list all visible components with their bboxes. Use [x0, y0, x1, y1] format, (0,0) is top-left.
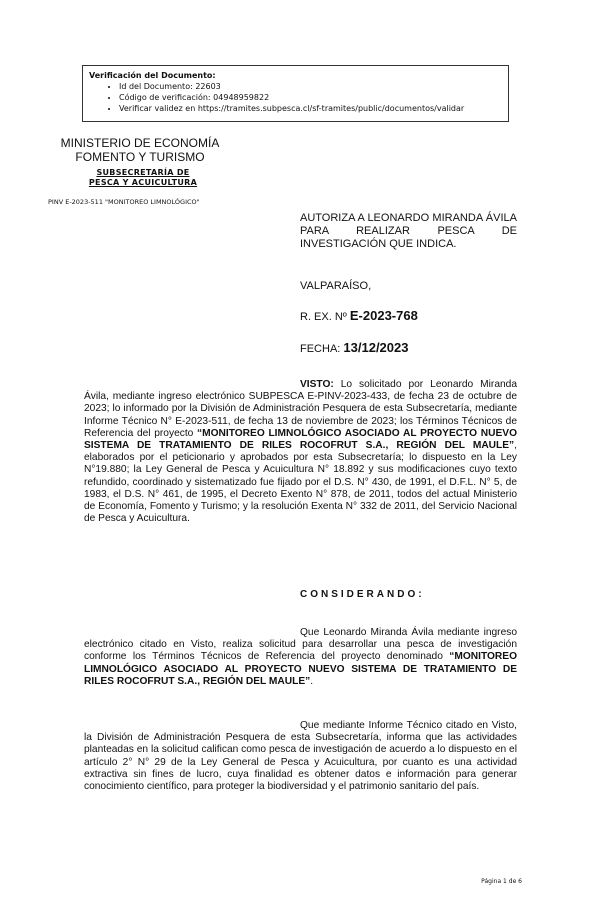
fecha-label: FECHA:: [300, 343, 341, 355]
fecha-value: 13/12/2023: [343, 340, 409, 355]
visto-paragraph: [84, 379, 517, 525]
ministry-line-2: FOMENTO Y TURISMO: [75, 150, 205, 164]
rex-label: R. EX. Nº: [300, 311, 347, 323]
subsecretaria-heading: SUBSECRETARÍA DE PESCA Y ACUICULTURA: [88, 168, 198, 187]
page-number: Página 1 de 6: [481, 878, 522, 885]
visto-text-b: , elaborados por el peticionario y aprobados por esta Subsecretaría; lo dispuesto en la Ley N°19.880; la Ley General de Pesca y Acuicultura N° 18.892 y sus modificaciones cuyo texto refundido, coordinado y sistematizado fue fijado por el D.S. N° 430, de 1991, el D.F.L. N° 5, de 1983, el D.S. N° 461, de 1995, el Decreto Exento N° 878, de 2011, todos del actual Ministerio de Economía, Fomento y Turismo; y la resolución Exenta N° 332 de 2011, del Servicio Nacional de Pesca y Acuicultura.: [84, 440, 517, 525]
verification-box: [82, 65, 509, 122]
verification-code: • Código de verificación: 04948959822: [119, 92, 502, 103]
ministry-header: [50, 136, 230, 164]
verification-list: [89, 81, 502, 114]
considerando-paragraph-1: [84, 627, 517, 688]
considerando-paragraph-2: [84, 720, 517, 793]
considerando-p1-b: .: [310, 675, 314, 687]
verification-link[interactable]: • Verificar validez en https://tramites.subpesca.cl/sf-tramites/public/documentos/validar: [119, 103, 502, 114]
considerando-p1-project: “MONITOREO LIMNOLÓGICO ASOCIADO AL PROYECTO NUEVO SISTEMA DE TRATAMIENTO DE RILES ROCOFRUT S.A., REGIÓN DEL MAULE”: [84, 651, 517, 687]
resolution-date: [300, 340, 408, 355]
place: VALPARAÍSO,: [300, 280, 372, 292]
pinv-reference: PINV E-2023-511 "MONITOREO LIMNOLÓGICO": [48, 198, 200, 206]
considerando-p1-a: Que Leonardo Miranda Ávila mediante ingreso electrónico citado en Visto, realiza solicitud para desarrollar una pesca de investigación conforme los Términos Técnicos de Referencia del proyecto denominado: [84, 627, 517, 663]
resolution-number: [300, 308, 418, 323]
resolution-summary: AUTORIZA A LEONARDO MIRANDA ÁVILA PARA REALIZAR PESCA DE INVESTIGACIÓN QUE INDICA.: [300, 212, 517, 250]
considerando-heading: CONSIDERANDO:: [300, 589, 425, 600]
rex-value: E-2023-768: [349, 308, 418, 323]
visto-label: VISTO:: [300, 379, 334, 390]
visto-text-a: Lo solicitado por Leonardo Miranda Ávila, mediante ingreso electrónico SUBPESCA E-PINV-2023-433, de fecha 23 de octubre de 2023; lo informado por la División de Administración Pesquera de esta Subsecretaría, mediante Informe Técnico N° E-2023-511, de fecha 13 de noviembre de 2023; los Términos Técnicos de Referencia del proyecto: [84, 379, 517, 439]
document-id: • Id del Documento: 22603: [119, 81, 502, 92]
visto-project: “MONITOREO LIMNOLÓGICO ASOCIADO AL PROYECTO NUEVO SISTEMA DE TRATAMIENTO DE RILES ROCOFRUT S.A., REGIÓN DEL MAULE”: [84, 427, 517, 452]
ministry-line-1: MINISTERIO DE ECONOMÍA: [60, 136, 220, 150]
considerando-p2: Que mediante Informe Técnico citado en Visto, la División de Administración Pesquera de esta Subsecretaría, informa que las actividades planteadas en la solicitud califican como pesca de investigación de acuerdo a lo dispuesto en el artículo 2° N° 29 de la Ley General de Pesca y Acuicultura, por cuanto es una actividad extractiva sin fines de lucro, cuya finalidad es obtener datos e información para generar conocimiento científico, para proteger la biodiversidad y el patrimonio sanitario del país.: [84, 720, 517, 793]
verification-title: Verificación del Documento:: [89, 71, 216, 80]
